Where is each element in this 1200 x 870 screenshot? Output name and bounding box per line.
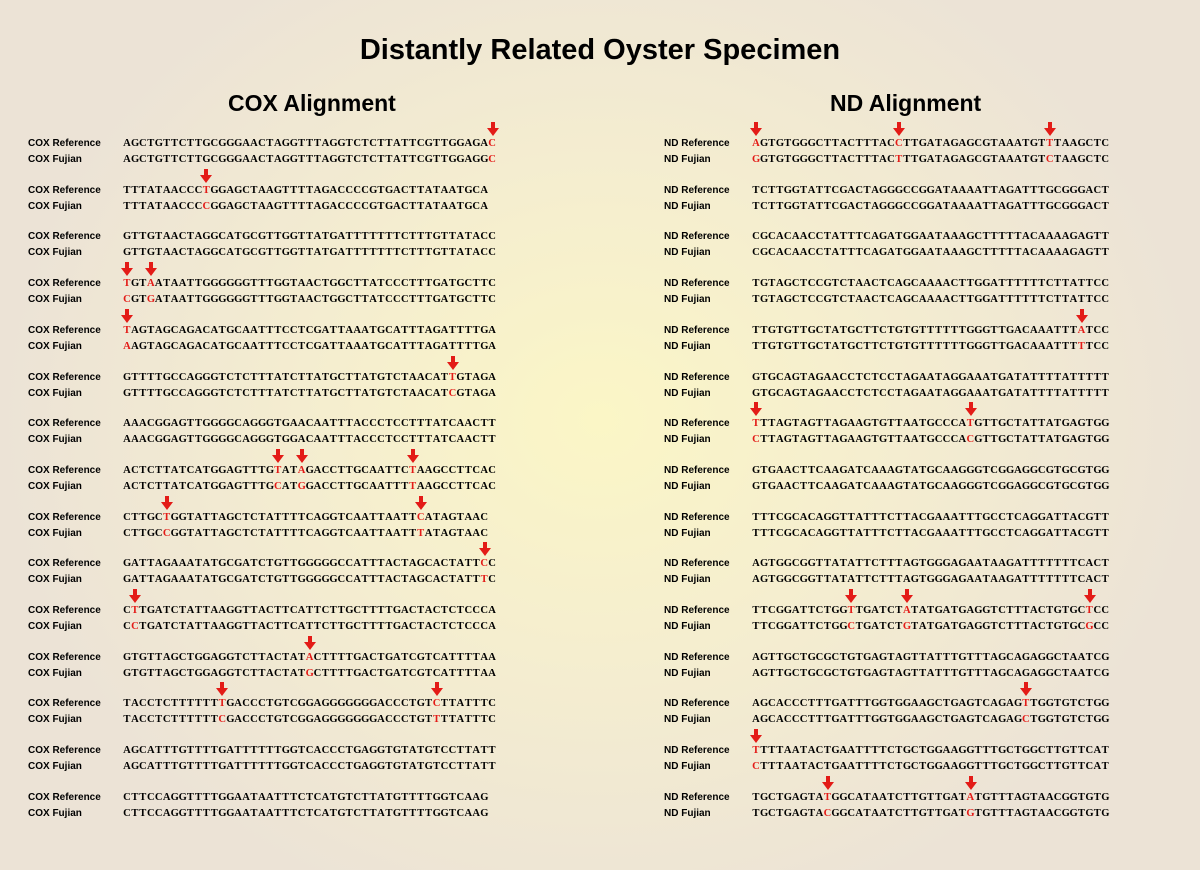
nd-reference-label: ND Reference — [664, 745, 730, 757]
cox-fujian-label: COX Fujian — [28, 480, 82, 492]
nd-fujian-label: ND Fujian — [664, 714, 711, 726]
cox-fujian-sequence: TTTATAACCCCGGAGCTAAGTTTTAGACCCCGTGACTTATAATGCA — [123, 200, 488, 212]
nd-fujian-sequence: TTCGGATTCTGGCTGATCTGTATGATGAGGTCTTTACTGTGCGCC — [752, 621, 1110, 632]
cox-reference-label: COX Reference — [28, 231, 101, 243]
nd-reference-sequence: TTTAGTAGTTAGAAGTGTTAATGCCCATGTTGCTATTATGAGTGG — [752, 418, 1110, 430]
nd-reference-label: ND Reference — [664, 418, 730, 430]
cox-reference-sequence: TAGTAGCAGACATGCAATTTCCTCGATTAAATGCATTTAGATTTTGA — [123, 324, 496, 336]
down-arrow-icon — [1044, 122, 1056, 136]
cox-reference-label: COX Reference — [28, 464, 101, 476]
cox-fujian-label: COX Fujian — [28, 667, 82, 679]
down-arrow-icon — [161, 496, 173, 510]
nd-fujian-label: ND Fujian — [664, 200, 711, 212]
nd-fujian-sequence: GGTGTGGGCTTACTTTACTTTGATAGAGCGTAAATGTCTAAGCTC — [752, 154, 1110, 165]
nd-fujian-label: ND Fujian — [664, 667, 711, 679]
down-arrow-icon — [447, 356, 459, 370]
cox-fujian-sequence: CGTGATAATTGGGGGGTTTGGTAACTGGCTTATCCCTTTGATGCTTC — [123, 294, 496, 306]
cox-fujian-label: COX Fujian — [28, 340, 82, 352]
cox-reference-sequence: AAACGGAGTTGGGGCAGGGTGAACAATTTACCCTCCTTTATCAACTT — [123, 418, 496, 430]
cox-reference-label: COX Reference — [28, 651, 101, 663]
cox-reference-label: COX Reference — [28, 605, 101, 616]
nd-reference-sequence: TGCTGAGTATGGCATAATCTTGTTGATATGTTTAGTAACGGTGTG — [752, 791, 1110, 803]
down-arrow-icon — [296, 449, 308, 463]
cox-fujian-sequence: GTTTTGCCAGGGTCTCTTTATCTTATGCTTATGTCTAACATCGTAGA — [123, 387, 496, 399]
cox-fujian-label: COX Fujian — [28, 761, 82, 773]
cox-reference-sequence: AGCATTTGTTTTGATTTTTTGGTCACCCTGAGGTGTATGTCCTTATT — [123, 745, 496, 757]
down-arrow-icon — [965, 402, 977, 416]
down-arrow-icon — [965, 776, 977, 790]
cox-reference-label: COX Reference — [28, 324, 101, 336]
cox-reference-sequence: AGCTGTTCTTGCGGGAACTAGGTTTAGGTCTCTTATTCGTTGGAGAC — [123, 138, 496, 149]
cox-reference-sequence: CTTCCAGGTTTTGGAATAATTTCTCATGTCTTATGTTTTGGTCAAG — [123, 791, 489, 803]
nd-fujian-sequence: AGCACCCTTTGATTTGGTGGAAGCTGAGTCAGAGCTGGTGTCTGG — [752, 714, 1110, 726]
cox-fujian-sequence: ACTCTTATCATGGAGTTTGCATGGACCTTGCAATTTTAAGCCTTCAC — [123, 480, 496, 492]
down-arrow-icon — [479, 542, 491, 556]
cox-reference-label: COX Reference — [28, 371, 101, 383]
down-arrow-icon — [145, 262, 157, 276]
down-arrow-icon — [304, 636, 316, 650]
nd-reference-label: ND Reference — [664, 698, 730, 710]
nd-fujian-label: ND Fujian — [664, 621, 711, 632]
down-arrow-icon — [415, 496, 427, 510]
nd-reference-label: ND Reference — [664, 464, 730, 476]
nd-fujian-sequence: AGTGGCGGTTATATTCTTTAGTGGGAGAATAAGATTTTTTTCACT — [752, 574, 1109, 586]
nd-reference-sequence: TTTCGCACAGGTTATTTCTTACGAAATTTGCCTCAGGATTACGTT — [752, 511, 1109, 523]
down-arrow-icon — [1084, 589, 1096, 603]
cox-reference-label: COX Reference — [28, 418, 101, 430]
nd-fujian-sequence: CGCACAACCTATTTCAGATGGAATAAAGCTTTTTACAAAAGAGTT — [752, 247, 1109, 259]
down-arrow-icon — [121, 309, 133, 323]
cox-fujian-sequence: CTTGCCGGTATTAGCTCTATTTTCAGGTCAATTAATTTATAGTAAC — [123, 527, 488, 539]
cox-reference-sequence: GATTAGAAATATGCGATCTGTTGGGGGCCATTTACTAGCACTATTCC — [123, 558, 496, 570]
cox-fujian-sequence: TACCTCTTTTTTCGACCCTGTCGGAGGGGGGGACCCTGTTTTATTTC — [123, 714, 496, 726]
nd-reference-label: ND Reference — [664, 605, 730, 616]
cox-fujian-label: COX Fujian — [28, 574, 82, 586]
cox-fujian-label: COX Fujian — [28, 527, 82, 539]
down-arrow-icon — [431, 682, 443, 696]
down-arrow-icon — [750, 729, 762, 743]
cox-fujian-label: COX Fujian — [28, 387, 82, 399]
cox-reference-sequence: TACCTCTTTTTTTGACCCTGTCGGAGGGGGGGACCCTGTCTTATTTC — [123, 698, 496, 710]
nd-fujian-sequence: AGTTGCTGCGCTGTGAGTAGTTATTTGTTTAGCAGAGGCTAATCG — [752, 667, 1110, 679]
cox-fujian-sequence: GATTAGAAATATGCGATCTGTTGGGGGCCATTTACTAGCACTATTTC — [123, 574, 496, 586]
cox-fujian-sequence: CTTCCAGGTTTTGGAATAATTTCTCATGTCTTATGTTTTGGTCAAG — [123, 807, 489, 819]
cox-fujian-sequence: AGCATTTGTTTTGATTTTTTGGTCACCCTGAGGTGTATGTCCTTATT — [123, 761, 496, 773]
nd-reference-sequence: AGTGGCGGTTATATTCTTTAGTGGGAGAATAAGATTTTTTTCACT — [752, 558, 1109, 570]
nd-reference-label: ND Reference — [664, 651, 730, 663]
nd-fujian-label: ND Fujian — [664, 154, 711, 165]
cox-reference-sequence: TGTAATAATTGGGGGGTTTGGTAACTGGCTTATCCCTTTGATGCTTC — [123, 278, 496, 290]
cox-fujian-label: COX Fujian — [28, 621, 82, 632]
cox-fujian-label: COX Fujian — [28, 807, 82, 819]
nd-reference-sequence: CGCACAACCTATTTCAGATGGAATAAAGCTTTTTACAAAAGAGTT — [752, 231, 1109, 243]
nd-reference-sequence: TTTTAATACTGAATTTTCTGCTGGAAGGTTTGCTGGCTTGTTCAT — [752, 745, 1109, 757]
nd-fujian-label: ND Fujian — [664, 807, 711, 819]
nd-reference-label: ND Reference — [664, 511, 730, 523]
nd-reference-sequence: AGTTGCTGCGCTGTGAGTAGTTATTTGTTTAGCAGAGGCTAATCG — [752, 651, 1110, 663]
nd-fujian-sequence: TGTAGCTCCGTCTAACTCAGCAAAACTTGGATTTTTTCTTATTCC — [752, 294, 1110, 306]
cox-reference-sequence: CTTGCTGGTATTAGCTCTATTTTCAGGTCAATTAATTCATAGTAAC — [123, 511, 488, 523]
cox-fujian-label: COX Fujian — [28, 200, 82, 212]
nd-fujian-sequence: TTGTGTTGCTATGCTTCTGTGTTTTTTGGGTTGACAAATTTTTCC — [752, 340, 1110, 352]
cox-reference-label: COX Reference — [28, 698, 101, 710]
nd-reference-label: ND Reference — [664, 184, 730, 196]
cox-reference-label: COX Reference — [28, 558, 101, 570]
cox-fujian-sequence: AGCTGTTCTTGCGGGAACTAGGTTTAGGTCTCTTATTCGTTGGAGGC — [123, 154, 496, 165]
down-arrow-icon — [1076, 309, 1088, 323]
nd-reference-sequence: TTGTGTTGCTATGCTTCTGTGTTTTTTGGGTTGACAAATTTATCC — [752, 324, 1110, 336]
cox-fujian-sequence: AAACGGAGTTGGGGCAGGGTGGACAATTTACCCTCCTTTATCAACTT — [123, 434, 496, 446]
cox-fujian-label: COX Fujian — [28, 154, 82, 165]
nd-fujian-label: ND Fujian — [664, 527, 711, 539]
nd-reference-label: ND Reference — [664, 791, 730, 803]
nd-alignment-heading: ND Alignment — [830, 90, 982, 116]
nd-fujian-label: ND Fujian — [664, 340, 711, 352]
down-arrow-icon — [200, 169, 212, 183]
nd-reference-sequence: AGCACCCTTTGATTTGGTGGAAGCTGAGTCAGAGTTGGTGTCTGG — [752, 698, 1110, 710]
nd-fujian-sequence: GTGAACTTCAAGATCAAAGTATGCAAGGGTCGGAGGCGTGCGTGG — [752, 480, 1110, 492]
nd-fujian-sequence: TTTCGCACAGGTTATTTCTTACGAAATTTGCCTCAGGATTACGTT — [752, 527, 1109, 539]
nd-reference-sequence: GTGCAGTAGAACCTCTCCTAGAATAGGAAATGATATTTTATTTTT — [752, 371, 1109, 383]
nd-reference-label: ND Reference — [664, 324, 730, 336]
down-arrow-icon — [407, 449, 419, 463]
nd-fujian-label: ND Fujian — [664, 434, 711, 446]
nd-fujian-sequence: CTTAGTAGTTAGAAGTGTTAATGCCCACGTTGCTATTATGAGTGG — [752, 434, 1110, 446]
nd-fujian-label: ND Fujian — [664, 480, 711, 492]
nd-reference-label: ND Reference — [664, 278, 730, 290]
cox-fujian-sequence: AAGTAGCAGACATGCAATTTCCTCGATTAAATGCATTTAGATTTTGA — [123, 340, 496, 352]
cox-reference-label: COX Reference — [28, 138, 101, 149]
cox-fujian-label: COX Fujian — [28, 294, 82, 306]
nd-fujian-sequence: TGCTGAGTACGGCATAATCTTGTTGATGTGTTTAGTAACGGTGTG — [752, 807, 1110, 819]
nd-reference-sequence: TGTAGCTCCGTCTAACTCAGCAAAACTTGGATTTTTTCTTATTCC — [752, 278, 1110, 290]
down-arrow-icon — [845, 589, 857, 603]
nd-fujian-label: ND Fujian — [664, 387, 711, 399]
cox-reference-sequence: TTTATAACCCTGGAGCTAAGTTTTAGACCCCGTGACTTATAATGCA — [123, 184, 488, 196]
cox-alignment-heading: COX Alignment — [228, 90, 396, 116]
nd-reference-sequence: GTGAACTTCAAGATCAAAGTATGCAAGGGTCGGAGGCGTGCGTGG — [752, 464, 1110, 476]
down-arrow-icon — [216, 682, 228, 696]
cox-reference-label: COX Reference — [28, 791, 101, 803]
nd-fujian-sequence: GTGCAGTAGAACCTCTCCTAGAATAGGAAATGATATTTTATTTTT — [752, 387, 1109, 399]
cox-reference-label: COX Reference — [28, 745, 101, 757]
down-arrow-icon — [1020, 682, 1032, 696]
cox-reference-sequence: GTGTTAGCTGGAGGTCTTACTATACTTTTGACTGATCGTCATTTTAA — [123, 651, 496, 663]
nd-fujian-sequence: TCTTGGTATTCGACTAGGGCCGGATAAAATTAGATTTGCGGGACT — [752, 200, 1109, 212]
down-arrow-icon — [272, 449, 284, 463]
nd-reference-sequence: AGTGTGGGCTTACTTTACCTTGATAGAGCGTAAATGTTTAAGCTC — [752, 138, 1110, 149]
nd-fujian-label: ND Fujian — [664, 247, 711, 259]
page-title: Distantly Related Oyster Specimen — [359, 34, 841, 66]
cox-fujian-sequence: CCTGATCTATTAAGGTTACTTCATTCTTGCTTTTGACTACTCTCCCA — [123, 621, 496, 632]
cox-reference-label: COX Reference — [28, 511, 101, 523]
down-arrow-icon — [129, 589, 141, 603]
down-arrow-icon — [750, 122, 762, 136]
cox-reference-sequence: CTTGATCTATTAAGGTTACTTCATTCTTGCTTTTGACTACTCTCCCA — [123, 605, 496, 616]
nd-reference-label: ND Reference — [664, 371, 730, 383]
cox-fujian-sequence: GTGTTAGCTGGAGGTCTTACTATGCTTTTGACTGATCGTCATTTTAA — [123, 667, 496, 679]
cox-fujian-label: COX Fujian — [28, 434, 82, 446]
down-arrow-icon — [893, 122, 905, 136]
nd-reference-sequence: TCTTGGTATTCGACTAGGGCCGGATAAAATTAGATTTGCGGGACT — [752, 184, 1109, 196]
nd-reference-label: ND Reference — [664, 138, 730, 149]
down-arrow-icon — [750, 402, 762, 416]
nd-fujian-sequence: CTTTAATACTGAATTTTCTGCTGGAAGGTTTGCTGGCTTGTTCAT — [752, 761, 1109, 773]
nd-reference-label: ND Reference — [664, 558, 730, 570]
cox-fujian-label: COX Fujian — [28, 247, 82, 259]
cox-reference-sequence: GTTGTAACTAGGCATGCGTTGGTTATGATTTTTTTCTTTGTTATACC — [123, 231, 496, 243]
down-arrow-icon — [121, 262, 133, 276]
cox-reference-sequence: GTTTTGCCAGGGTCTCTTTATCTTATGCTTATGTCTAACATTGTAGA — [123, 371, 496, 383]
nd-reference-label: ND Reference — [664, 231, 730, 243]
nd-fujian-label: ND Fujian — [664, 294, 711, 306]
cox-reference-label: COX Reference — [28, 184, 101, 196]
cox-reference-label: COX Reference — [28, 278, 101, 290]
nd-fujian-label: ND Fujian — [664, 761, 711, 773]
down-arrow-icon — [487, 122, 499, 136]
down-arrow-icon — [901, 589, 913, 603]
cox-fujian-sequence: GTTGTAACTAGGCATGCGTTGGTTATGATTTTTTTCTTTGTTATACC — [123, 247, 496, 259]
cox-reference-sequence: ACTCTTATCATGGAGTTTGTATAGACCTTGCAATTCTAAGCCTTCAC — [123, 464, 496, 476]
cox-fujian-label: COX Fujian — [28, 714, 82, 726]
nd-reference-sequence: TTCGGATTCTGGTTGATCTATATGATGAGGTCTTTACTGTGCTCC — [752, 605, 1110, 616]
down-arrow-icon — [822, 776, 834, 790]
nd-fujian-label: ND Fujian — [664, 574, 711, 586]
